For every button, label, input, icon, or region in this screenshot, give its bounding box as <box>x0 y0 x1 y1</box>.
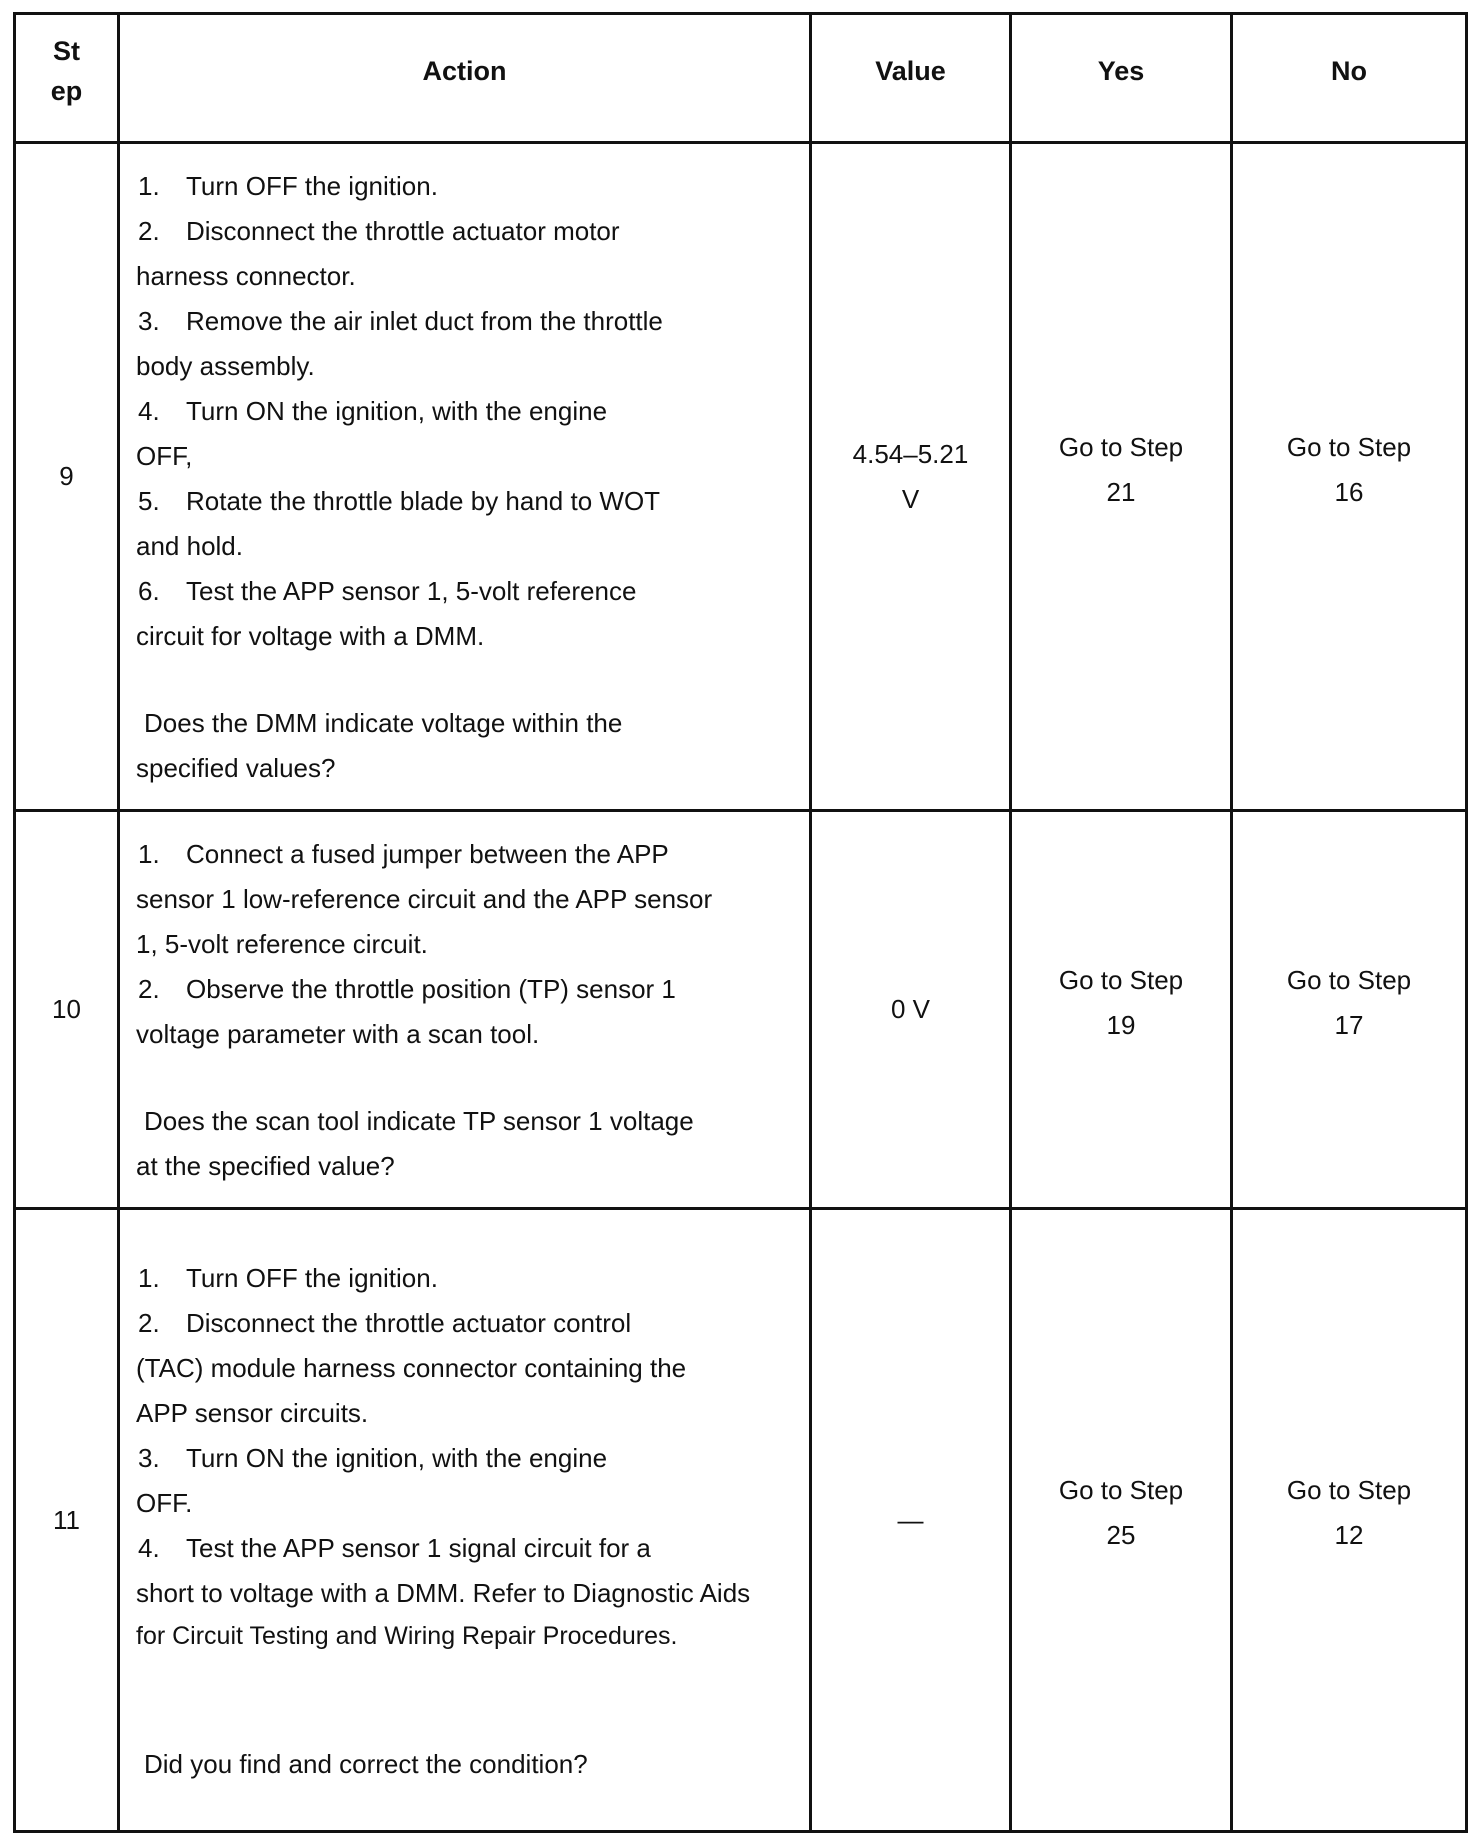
action-continuation: (TAC) module harness connector containing the <box>136 1352 687 1383</box>
action-cell <box>119 1209 811 1832</box>
action-continuation: and hold. <box>136 531 243 561</box>
header-no: No <box>1232 14 1467 143</box>
action-continuation: for Circuit Testing and Wiring Repair Procedures. <box>136 1621 678 1650</box>
action-item: 3. Remove the air inlet duct from the throttle <box>138 306 663 336</box>
no-cell: Go to Step 17 <box>1232 811 1467 1209</box>
action-cell <box>119 811 811 1209</box>
step-number: 10 <box>15 811 119 1209</box>
action-continuation: APP sensor circuits. <box>136 1397 369 1428</box>
header-step-line2: ep <box>50 76 83 106</box>
action-item: 1. Turn OFF the ignition. <box>138 1262 438 1293</box>
question: Does the DMM indicate voltage within the specified values? <box>136 708 623 783</box>
question: Did you find and correct the condition? <box>144 1748 588 1779</box>
action-continuation: sensor 1 low-reference circuit and the APP sensor <box>136 884 713 914</box>
action-item: 1. Turn OFF the ignition. <box>138 171 438 201</box>
value-cell: 4.54–5.21 V <box>811 143 1011 811</box>
no-cell: Go to Step 16 <box>1232 143 1467 811</box>
action-continuation: 1, 5-volt reference circuit. <box>136 929 428 959</box>
action-item: 2. Disconnect the throttle actuator motor <box>138 216 620 246</box>
action-item: 2. Disconnect the throttle actuator control <box>138 1307 632 1338</box>
value-cell: 0 V <box>811 811 1011 1209</box>
action-item: 1. Connect a fused jumper between the APP <box>138 839 669 869</box>
action-continuation: circuit for voltage with a DMM. <box>136 621 485 651</box>
action-continuation: OFF, <box>136 441 193 471</box>
table-row <box>15 811 1467 1209</box>
action-item: 6. Test the APP sensor 1, 5-volt reference <box>138 576 637 606</box>
action-continuation: voltage parameter with a scan tool. <box>136 1019 540 1049</box>
action-continuation: short to voltage with a DMM. Refer to Diagnostic Aids <box>136 1577 751 1608</box>
action-cell <box>119 143 811 811</box>
header-action: Action <box>119 14 811 143</box>
header-value: Value <box>811 14 1011 143</box>
header-step-line1: St <box>53 36 80 66</box>
no-cell: Go to Step 12 <box>1232 1209 1467 1832</box>
table-row <box>15 1209 1467 1832</box>
step-number: 9 <box>15 143 119 811</box>
step-number: 11 <box>15 1209 119 1832</box>
action-item: 2. Observe the throttle position (TP) sensor 1 <box>138 974 676 1004</box>
action-item: 4. Turn ON the ignition, with the engine <box>138 396 608 426</box>
action-item: 5. Rotate the throttle blade by hand to WOT <box>138 486 661 516</box>
action-continuation: OFF. <box>136 1487 193 1518</box>
value-cell: — <box>811 1209 1011 1832</box>
yes-cell: Go to Step 21 <box>1011 143 1232 811</box>
question: Does the scan tool indicate TP sensor 1 voltage at the specified value? <box>136 1106 694 1181</box>
table-row <box>15 143 1467 811</box>
yes-cell: Go to Step 25 <box>1011 1209 1232 1832</box>
diagnostic-table <box>13 12 1468 1833</box>
yes-cell: Go to Step 19 <box>1011 811 1232 1209</box>
header-yes: Yes <box>1011 14 1232 143</box>
action-continuation: body assembly. <box>136 351 315 381</box>
action-continuation: harness connector. <box>136 261 356 291</box>
action-item: 3. Turn ON the ignition, with the engine <box>138 1442 608 1473</box>
header-step <box>15 14 119 143</box>
action-item: 4. Test the APP sensor 1 signal circuit for a <box>138 1532 651 1563</box>
header-row <box>15 14 1467 143</box>
